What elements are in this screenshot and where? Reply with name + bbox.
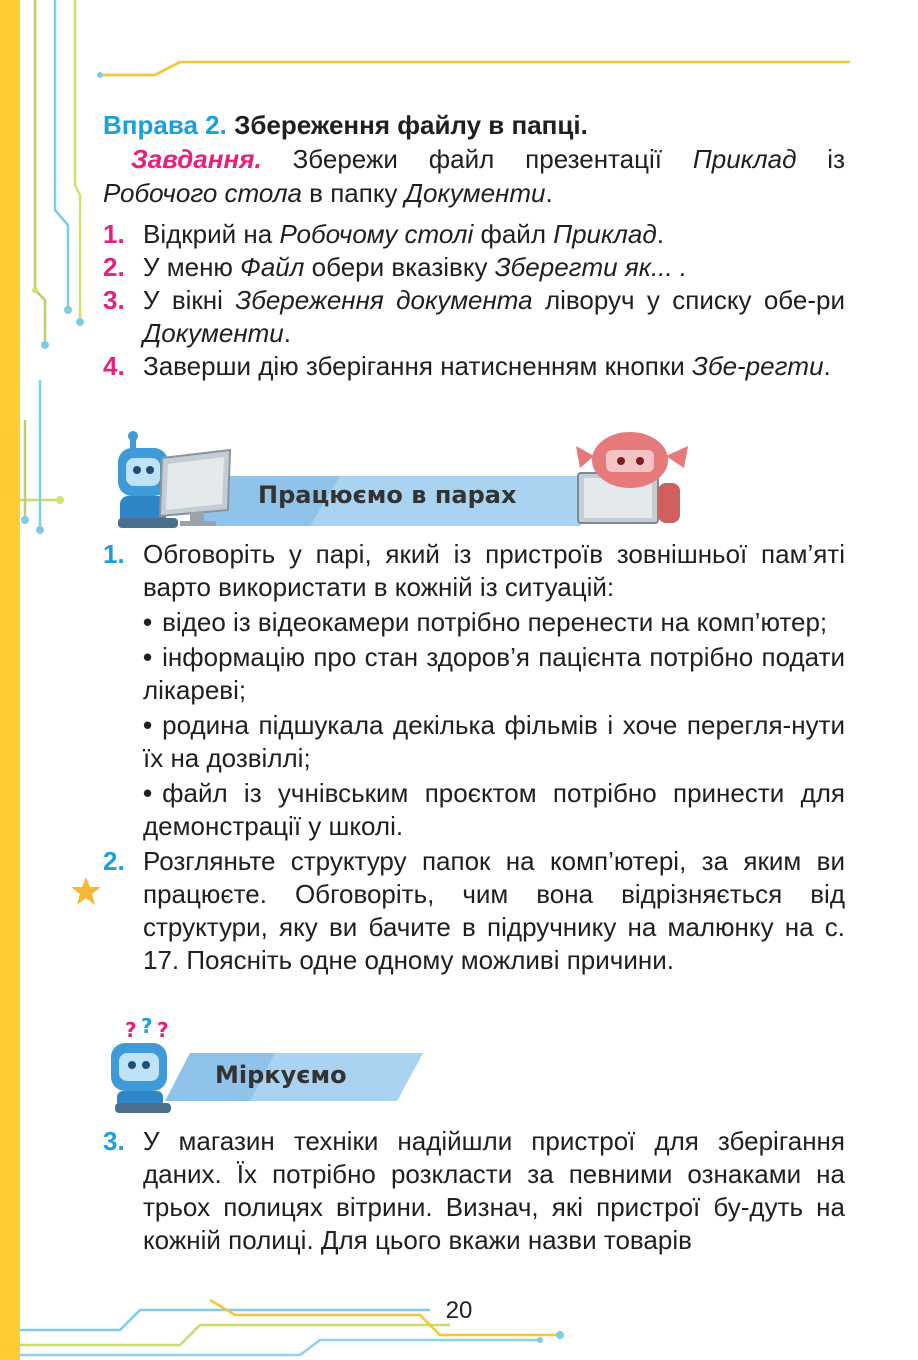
bullet-item (103, 641, 845, 707)
step-item (103, 218, 845, 251)
step-number: 2. (103, 252, 125, 282)
bullet-item (103, 709, 845, 775)
think-banner (105, 1015, 430, 1115)
pairs-banner (110, 428, 690, 533)
step-text: Заверши дію зберігання натисненням кнопки (143, 351, 692, 381)
star-icon (70, 876, 102, 906)
pairs-banner-title: Працюємо в парах (258, 481, 517, 509)
bullet-item (103, 777, 845, 843)
exercise-title: Збереження файлу в папці. (234, 110, 588, 140)
pairs-item-2 (103, 845, 845, 977)
svg-text:?: ? (141, 1015, 153, 1038)
bullet-mark: • (143, 778, 153, 808)
step-text: файл (473, 219, 554, 249)
main-content (103, 108, 845, 383)
step-italic: Робочому столі (279, 219, 474, 249)
task-text: . (545, 178, 553, 208)
item-text: У магазин техніки надійшли пристрої для зберігання даних. Їх потрібно розкласти за певними ознаками на трьох полицях вітрини. Визнач, які пристрої бу-дуть на кожній полиці. Для цього вкажи назви товарів (143, 1126, 845, 1255)
step-item (103, 350, 845, 383)
page-number: 20 (445, 1297, 473, 1324)
exercise-heading (103, 108, 845, 142)
item-text: Обговоріть у парі, який із пристроїв зовнішньої пам’яті варто використати в кожній із ситуацій: (143, 539, 845, 602)
step-italic: Файл (240, 252, 305, 282)
task-paragraph (103, 142, 845, 210)
step-text: . (283, 318, 291, 348)
step-text: . (656, 219, 664, 249)
step-item (103, 251, 845, 284)
step-number: 3. (103, 285, 125, 315)
bullet-text: файл із учнівським проєктом потрібно принести для демонстрації у школі. (143, 778, 845, 841)
robot-blue-icon (111, 1015, 171, 1113)
task-italic: Приклад (692, 144, 797, 174)
step-item (103, 284, 845, 350)
step-italic: Зберегти як... . (494, 252, 688, 282)
step-number: 4. (103, 351, 125, 381)
step-number: 1. (103, 219, 125, 249)
bullet-text: родина підшукала декілька фільмів і хоче перегля-нути їх на дозвіллі; (143, 710, 845, 773)
bullet-item (103, 606, 845, 639)
bullet-mark: • (143, 710, 153, 740)
left-decor-strip (0, 0, 20, 1360)
step-italic: Приклад (553, 219, 657, 249)
svg-text:?: ? (125, 1018, 137, 1042)
think-content (103, 1125, 845, 1257)
step-text: обери вказівку (304, 252, 495, 282)
steps-list (103, 218, 845, 383)
step-text: . (823, 351, 831, 381)
step-italic: Документи (143, 318, 284, 348)
step-text: У вікні (143, 285, 236, 315)
exercise-label: Вправа 2. (103, 110, 227, 140)
bullet-mark: • (143, 607, 153, 637)
step-text: ліворуч у списку обе-ри (532, 285, 846, 315)
step-text: У меню (143, 252, 241, 282)
item-number: 2. (103, 846, 125, 876)
task-text: із (796, 144, 846, 174)
pairs-item-1 (103, 538, 845, 604)
task-italic: Робочого стола (103, 178, 302, 208)
step-italic: Збереження документа (235, 285, 533, 315)
bullet-text: інформацію про стан здоров’я пацієнта потрібно подати лікареві; (143, 642, 845, 705)
think-banner-title: Міркуємо (215, 1061, 347, 1089)
step-italic: Збе-регти (691, 351, 824, 381)
task-italic: Документи (404, 178, 546, 208)
bullet-text: відео із відеокамери потрібно перенести на комп’ютер; (162, 607, 828, 637)
pairs-content (103, 538, 845, 977)
task-text: в папку (301, 178, 405, 208)
svg-text:?: ? (157, 1018, 169, 1042)
task-label: Завдання. (131, 144, 262, 174)
item-number: 3. (103, 1126, 125, 1156)
bullet-mark: • (143, 642, 153, 672)
think-item-3 (103, 1125, 845, 1257)
item-text: Розгляньте структуру папок на комп’ютері, за яким ви працюєте. Обговоріть, чим вона відрізняється від структури, яку ви бачите в підручнику на малюнку на с. 17. Поясніть одне одному можливі причини. (143, 846, 845, 975)
task-text: Збережи файл презентації (261, 144, 693, 174)
item-number: 1. (103, 539, 125, 569)
step-text: Відкрий на (143, 219, 280, 249)
